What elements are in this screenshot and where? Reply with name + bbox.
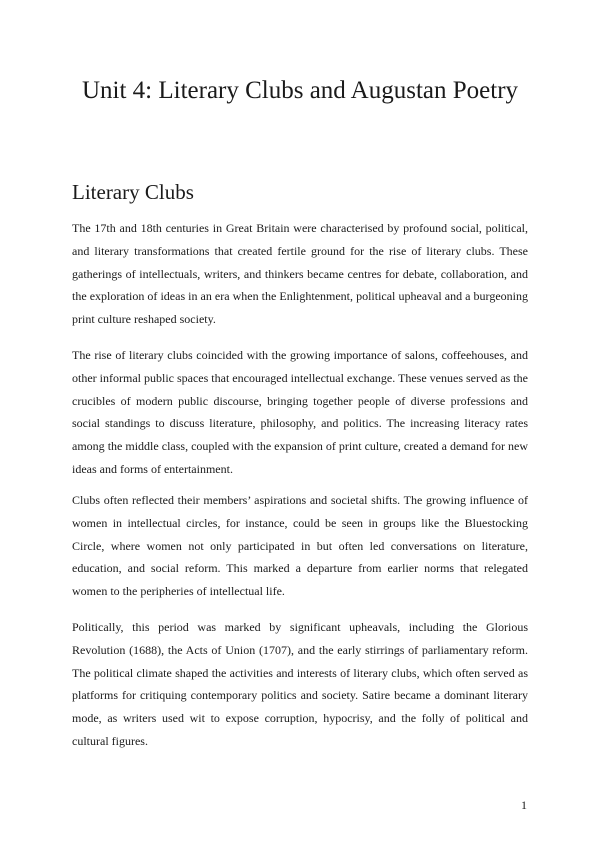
page-title: Unit 4: Literary Clubs and Augustan Poetry — [81, 77, 519, 104]
body-paragraph: Politically, this period was marked by significant upheavals, including the Glorious Revolution (1688), the Acts of Union (1707), and the early stirrings of parliamentary reform. The political climate shaped the activities and interests of literary clubs, which often served as platforms for critiquing contemporary politics and society. Satire became a dominant literary mode, as writers used wit to expose corruption, hypocrisy, and the folly of political and cultural figures. — [72, 620, 528, 748]
body-paragraph: The rise of literary clubs coincided with the growing importance of salons, coffeehouses, and other informal public spaces that encouraged intellectual exchange. These venues served as the crucibles of modern public discourse, bringing together people of diverse professions and social standings to discuss literature, philosophy, and politics. The increasing literacy rates among the middle class, coupled with the expansion of print culture, created a demand for new ideas and forms of entertainment. — [72, 348, 528, 476]
section-heading: Literary Clubs — [72, 180, 194, 204]
body-paragraph: The 17th and 18th centuries in Great Britain were characterised by profound social, political, and literary transformations that created fertile ground for the rise of literary clubs. These gatherings of intellectuals, writers, and thinkers became centres for debate, collaboration, and the exploration of ideas in an era when the Enlightenment, political upheaval and a burgeoning print culture reshaped society. — [72, 221, 528, 327]
page-number: 1 — [521, 798, 527, 812]
body-paragraph: Clubs often reflected their members’ aspirations and societal shifts. The growing influence of women in intellectual circles, for instance, could be seen in groups like the Bluestocking Circle, where women not only participated in but often led conversations on literature, education, and social reform. This marked a departure from earlier norms that relegated women to the peripheries of intellectual life. — [72, 493, 528, 599]
